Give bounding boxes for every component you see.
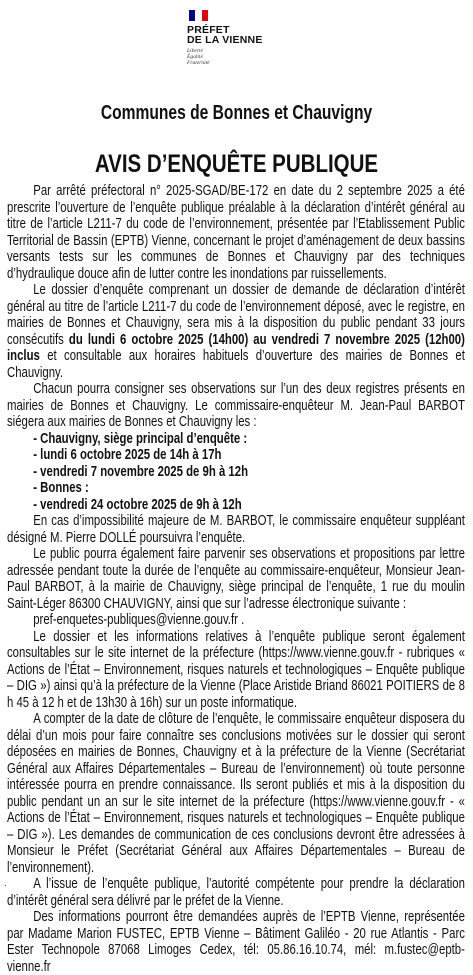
- prefecture-logo: [187, 10, 297, 66]
- paragraph-consultation: Le dossier et les informations relatives à l’enquête publique seront également consultables sur le site internet de la préfecture (https://www.vienne.gouv.fr - rubriques « Actions de l’État – Environnement, risques naturels et technologiques – Enquête publique – DIG ») ainsi qu’à la préfecture de la Vienne (Place Aristide Briand 86021 POITIERS de 8 h 45 à 12 h et de 13h30 à 16h) sur un poste informatique.: [7, 628, 465, 711]
- french-flag-icon: [189, 10, 208, 21]
- paragraph-informations: Des informations pourront être demandées auprès de l’EPTB Vienne, représentée par Madame Marion FUSTEC, EPTB Vienne – Bâtiment Galiléo - 20 rue Atlantis - Parc Ester Technopole 87068 Limoges Cedex, tél: 05.86.16.10.74, mél: m.fustec@eptb-vienne.fr: [7, 909, 465, 975]
- schedule-item: - vendredi 24 octobre 2025 de 9h à 12h: [33, 496, 242, 513]
- communes-title: Communes de Bonnes et Chauvigny: [100, 102, 373, 124]
- dossier-dates: du lundi 6 octobre 2025 (14h00) au vendredi 7 novembre 2025 (12h00) inclus: [7, 331, 465, 364]
- paragraph-observations: Chacun pourra consigner ses observations sur l’un des deux registres présents en mairies de Bonnes et Chauvigny. Le commissaire-enquêteur M. Jean-Paul BARBOT siégera aux mairies de Bonnes et Chauvigny les :: [7, 381, 465, 430]
- flag-red: [202, 10, 208, 21]
- contact-email: pref-enquetes-publiques@vienne.gouv.fr .: [33, 612, 245, 628]
- logo-line-2: DE LA VIENNE: [187, 34, 263, 46]
- paragraph-courrier: Le public pourra également faire parvenir ses observations et propositions par lettre adressée pendant toute la durée de l’enquête au commissaire-enquêteur, Monsieur Jean-Paul BARBOT, à la mairie de Chauvigny, siège principal de l’enquête, 1 rue du moulin Saint-Léger 86300 CHAUVIGNY, ainsi que sur l’adresse électronique suivante :: [7, 546, 465, 612]
- dossier-text-1: Le dossier d’enquête comprenant un dossier de demande de déclaration d’intérêt général au titre de l’article L211-7 du code de l’environnement déposé, avec le registre, en mairies de Bonnes et Chauvigny, sera mis à la disposition du public pendant 33 jours consécutifs: [7, 282, 465, 348]
- paragraph-suppleant: En cas d’impossibilité majeure de M. BARBOT, le commissaire enquêteur suppléant désigné M. Pierre DOLLÉ poursuivra l’enquête.: [7, 513, 465, 546]
- paragraph-declaration: A l’issue de l’enquête publique, l’autorité compétente pour prendre la déclaration d’intérêt général sera délivré par le préfet de la Vienne.: [7, 876, 465, 909]
- paragraph-arrete: Par arrêté préfectoral n° 2025-SGAD/BE-172 en date du 2 septembre 2025 a été prescrite l’ouverture de l’enquête publique préalable à la déclaration d’intérêt général au titre de l’article L211-7 du code de l’environnement, présentée par l’Etablissement Public Territorial de Bassin (EPTB) Vienne, concernant le projet d’aménagement de deux bassins versants tests sur les communes de Bonnes et Chauvigny par des techniques d’hydraulique douce afin de lutter contre les inondations par ruissellements.: [7, 183, 465, 282]
- notice-body: [7, 183, 465, 975]
- notice-title: AVIS D’ENQUÊTE PUBLIQUE: [94, 150, 379, 178]
- motto-egalite: Égalité: [187, 54, 203, 60]
- schedule-item: - Bonnes :: [33, 480, 89, 496]
- dossier-text-2: et consultable aux horaires habituels d’ouverture des mairies de Bonnes et Chauvigny.: [7, 348, 465, 381]
- motto-liberte: Liberté: [187, 48, 203, 54]
- footer-mark: .: [4, 878, 7, 888]
- paragraph-conclusions: A compter de la date de clôture de l’enquête, le commissaire enquêteur disposera du délai d’un mois pour faire connaître ses conclusions motivées sur le dossier qui seront déposées en mairies de Bonnes, Chauvigny et à la préfecture de la Vienne (Secrétariat Général aux Affaires Départementales – Bureau de l’environnement) où toute personne intéressée pourra en prendre connaissance. Ils seront publiés et mis à la disposition du public pendant un an sur le site internet de la préfecture (https://www.vienne.gouv.fr - « Actions de l’État – Environnement, risques naturels et technologiques – Enquête publique – DIG »). Les demandes de communication de ces conclusions devront être adressées à Monsieur le Préfet (Secrétariat Général aux Affaires Départementales – Bureau de l’environnement).: [7, 711, 465, 876]
- schedule-item: - vendredi 7 novembre 2025 de 9h à 12h: [33, 463, 249, 480]
- logo-line-1: PRÉFET: [187, 24, 230, 36]
- paragraph-dossier: [7, 282, 465, 381]
- motto-fraternite: Fraternité: [187, 60, 210, 66]
- logo-motto: [187, 48, 297, 66]
- schedule-item: - Chauvigny, siège principal d’enquête :: [33, 430, 248, 447]
- schedule-item: - lundi 6 octobre 2025 de 14h à 17h: [33, 447, 222, 463]
